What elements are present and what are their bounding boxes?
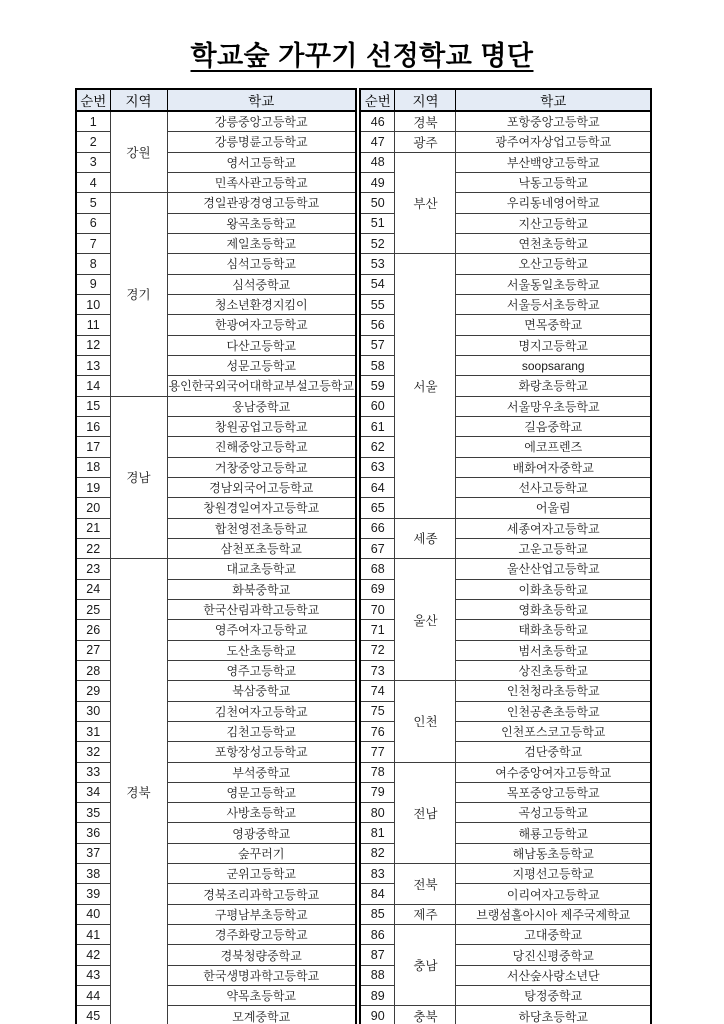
- row-number-cell: 7: [76, 233, 110, 253]
- row-number-cell: 56: [360, 315, 395, 335]
- school-cell: 대교초등학교: [167, 559, 356, 579]
- school-cell: 거창중앙고등학교: [167, 457, 356, 477]
- school-cell: 부석중학교: [167, 762, 356, 782]
- row-number-cell: 57: [360, 335, 395, 355]
- school-cell: 강릉중앙고등학교: [167, 111, 356, 132]
- row-number-cell: 2: [76, 132, 110, 152]
- row-number-cell: 85: [360, 904, 395, 924]
- school-cell: 포항중앙고등학교: [456, 111, 651, 132]
- table-header-right: [360, 89, 651, 111]
- school-cell: 영화초등학교: [456, 599, 651, 619]
- region-cell: 서울: [395, 254, 456, 518]
- row-number-cell: 51: [360, 213, 395, 233]
- region-cell: 전북: [395, 864, 456, 905]
- school-cell: 구평남부초등학교: [167, 904, 356, 924]
- school-cell: 경북청량중학교: [167, 945, 356, 965]
- row-number-cell: 38: [76, 864, 110, 884]
- school-cell: 화랑초등학교: [456, 376, 651, 396]
- row-number-cell: 19: [76, 477, 110, 497]
- row-number-cell: 48: [360, 152, 395, 172]
- row-number-cell: 86: [360, 925, 395, 945]
- school-cell: 민족사관고등학교: [167, 172, 356, 192]
- row-number-cell: 82: [360, 843, 395, 863]
- table-body-right: [360, 111, 651, 1024]
- row-number-cell: 12: [76, 335, 110, 355]
- row-number-cell: 25: [76, 599, 110, 619]
- region-cell: 경북: [395, 111, 456, 132]
- col-header-region: 지역: [395, 89, 456, 111]
- col-header-school: 학교: [167, 89, 356, 111]
- table-row: [360, 132, 651, 152]
- school-cell: 제일초등학교: [167, 233, 356, 253]
- row-number-cell: 66: [360, 518, 395, 538]
- school-cell: 탕정중학교: [456, 986, 651, 1006]
- school-cell: 인천공촌초등학교: [456, 701, 651, 721]
- row-number-cell: 67: [360, 538, 395, 558]
- row-number-cell: 60: [360, 396, 395, 416]
- row-number-cell: 88: [360, 965, 395, 985]
- row-number-cell: 39: [76, 884, 110, 904]
- school-cell: 용인한국외국어대학교부설고등학교: [167, 376, 356, 396]
- school-cell: 우리동네영어학교: [456, 193, 651, 213]
- school-cell: 영광중학교: [167, 823, 356, 843]
- school-cell: 곡성고등학교: [456, 803, 651, 823]
- school-cell: 지산고등학교: [456, 213, 651, 233]
- row-number-cell: 37: [76, 843, 110, 863]
- school-cell: 약목초등학교: [167, 986, 356, 1006]
- school-cell: 심석고등학교: [167, 254, 356, 274]
- school-cell: 해남동초등학교: [456, 843, 651, 863]
- school-cell: 숲꾸러기: [167, 843, 356, 863]
- school-cell: 고운고등학교: [456, 538, 651, 558]
- row-number-cell: 24: [76, 579, 110, 599]
- school-cell: 삼천포초등학교: [167, 538, 356, 558]
- region-cell: 경남: [110, 396, 167, 559]
- school-cell: 모계중학교: [167, 1006, 356, 1024]
- school-cell: 서울망우초등학교: [456, 396, 651, 416]
- row-number-cell: 55: [360, 294, 395, 314]
- header-row: [76, 89, 356, 111]
- school-cell: 인천청라초등학교: [456, 681, 651, 701]
- row-number-cell: 58: [360, 355, 395, 375]
- row-number-cell: 53: [360, 254, 395, 274]
- region-cell: 인천: [395, 681, 456, 762]
- school-cell: 면목중학교: [456, 315, 651, 335]
- row-number-cell: 44: [76, 986, 110, 1006]
- row-number-cell: 43: [76, 965, 110, 985]
- row-number-cell: 23: [76, 559, 110, 579]
- row-number-cell: 50: [360, 193, 395, 213]
- region-cell: 충남: [395, 925, 456, 1006]
- school-cell: 포항장성고등학교: [167, 742, 356, 762]
- tables-container: [75, 88, 652, 1024]
- school-cell: 심석중학교: [167, 274, 356, 294]
- row-number-cell: 41: [76, 925, 110, 945]
- table-row: [360, 559, 651, 579]
- school-cell: 군위고등학교: [167, 864, 356, 884]
- school-cell: 서산숲사랑소년단: [456, 965, 651, 985]
- school-cell: soopsarang: [456, 355, 651, 375]
- school-cell: 고대중학교: [456, 925, 651, 945]
- school-cell: 서울등서초등학교: [456, 294, 651, 314]
- school-cell: 울산산업고등학교: [456, 559, 651, 579]
- row-number-cell: 75: [360, 701, 395, 721]
- school-cell: 브랭섬홀아시아 제주국제학교: [456, 904, 651, 924]
- school-cell: 이화초등학교: [456, 579, 651, 599]
- col-header-school: 학교: [456, 89, 651, 111]
- row-number-cell: 20: [76, 498, 110, 518]
- school-cell: 진해중앙고등학교: [167, 437, 356, 457]
- row-number-cell: 89: [360, 986, 395, 1006]
- row-number-cell: 63: [360, 457, 395, 477]
- school-cell: 영주고등학교: [167, 660, 356, 680]
- row-number-cell: 71: [360, 620, 395, 640]
- school-cell: 이리여자고등학교: [456, 884, 651, 904]
- school-cell: 여수중앙여자고등학교: [456, 762, 651, 782]
- row-number-cell: 52: [360, 233, 395, 253]
- table-row: [76, 396, 356, 416]
- school-cell: 당진신평중학교: [456, 945, 651, 965]
- school-cell: 왕곡초등학교: [167, 213, 356, 233]
- region-cell: 경기: [110, 193, 167, 396]
- school-cell: 상진초등학교: [456, 660, 651, 680]
- region-cell: 경북: [110, 559, 167, 1024]
- row-number-cell: 61: [360, 416, 395, 436]
- school-cell: 선사고등학교: [456, 477, 651, 497]
- row-number-cell: 81: [360, 823, 395, 843]
- row-number-cell: 69: [360, 579, 395, 599]
- school-cell: 창원경일여자고등학교: [167, 498, 356, 518]
- row-number-cell: 47: [360, 132, 395, 152]
- table-row: [360, 254, 651, 274]
- row-number-cell: 31: [76, 721, 110, 741]
- region-cell: 광주: [395, 132, 456, 152]
- row-number-cell: 11: [76, 315, 110, 335]
- school-cell: 목포중앙고등학교: [456, 782, 651, 802]
- col-header-no: 순번: [76, 89, 110, 111]
- table-header-left: [76, 89, 356, 111]
- row-number-cell: 5: [76, 193, 110, 213]
- row-number-cell: 22: [76, 538, 110, 558]
- table-row: [360, 762, 651, 782]
- row-number-cell: 27: [76, 640, 110, 660]
- table-row: [76, 111, 356, 132]
- row-number-cell: 17: [76, 437, 110, 457]
- school-cell: 북삼중학교: [167, 681, 356, 701]
- row-number-cell: 42: [76, 945, 110, 965]
- school-cell: 경남외국어고등학교: [167, 477, 356, 497]
- row-number-cell: 13: [76, 355, 110, 375]
- school-table-left: [75, 88, 357, 1024]
- school-cell: 연천초등학교: [456, 233, 651, 253]
- region-cell: 강원: [110, 111, 167, 193]
- row-number-cell: 62: [360, 437, 395, 457]
- row-number-cell: 72: [360, 640, 395, 660]
- table-row: [360, 1006, 651, 1024]
- school-cell: 도산초등학교: [167, 640, 356, 660]
- school-cell: 검단중학교: [456, 742, 651, 762]
- row-number-cell: 3: [76, 152, 110, 172]
- row-number-cell: 78: [360, 762, 395, 782]
- row-number-cell: 9: [76, 274, 110, 294]
- table-row: [76, 559, 356, 579]
- school-cell: 에코프렌즈: [456, 437, 651, 457]
- school-cell: 김천고등학교: [167, 721, 356, 741]
- row-number-cell: 84: [360, 884, 395, 904]
- row-number-cell: 16: [76, 416, 110, 436]
- table-row: [360, 111, 651, 132]
- region-cell: 제주: [395, 904, 456, 924]
- row-number-cell: 34: [76, 782, 110, 802]
- row-number-cell: 80: [360, 803, 395, 823]
- row-number-cell: 74: [360, 681, 395, 701]
- region-cell: 부산: [395, 152, 456, 254]
- row-number-cell: 14: [76, 376, 110, 396]
- school-cell: 경북조리과학고등학교: [167, 884, 356, 904]
- row-number-cell: 18: [76, 457, 110, 477]
- col-header-no: 순번: [360, 89, 395, 111]
- school-cell: 웅남중학교: [167, 396, 356, 416]
- row-number-cell: 26: [76, 620, 110, 640]
- row-number-cell: 90: [360, 1006, 395, 1024]
- school-cell: 부산백양고등학교: [456, 152, 651, 172]
- row-number-cell: 36: [76, 823, 110, 843]
- school-cell: 낙동고등학교: [456, 172, 651, 192]
- row-number-cell: 59: [360, 376, 395, 396]
- school-cell: 청소년환경지킴이: [167, 294, 356, 314]
- school-cell: 창원공업고등학교: [167, 416, 356, 436]
- school-cell: 화북중학교: [167, 579, 356, 599]
- row-number-cell: 35: [76, 803, 110, 823]
- row-number-cell: 54: [360, 274, 395, 294]
- table-row: [360, 904, 651, 924]
- school-table-right: [359, 88, 652, 1024]
- row-number-cell: 40: [76, 904, 110, 924]
- region-cell: 충북: [395, 1006, 456, 1024]
- row-number-cell: 87: [360, 945, 395, 965]
- school-cell: 세종여자고등학교: [456, 518, 651, 538]
- row-number-cell: 65: [360, 498, 395, 518]
- page-title: 학교숲 가꾸기 선정학교 명단: [190, 41, 534, 71]
- row-number-cell: 49: [360, 172, 395, 192]
- school-cell: 한국생명과학고등학교: [167, 965, 356, 985]
- row-number-cell: 1: [76, 111, 110, 132]
- school-cell: 한국산림과학고등학교: [167, 599, 356, 619]
- school-cell: 김천여자고등학교: [167, 701, 356, 721]
- school-cell: 강릉명륜고등학교: [167, 132, 356, 152]
- school-cell: 다산고등학교: [167, 335, 356, 355]
- school-cell: 영주여자고등학교: [167, 620, 356, 640]
- region-cell: 세종: [395, 518, 456, 559]
- row-number-cell: 45: [76, 1006, 110, 1024]
- table-body-left: [76, 111, 356, 1024]
- school-cell: 길음중학교: [456, 416, 651, 436]
- row-number-cell: 8: [76, 254, 110, 274]
- row-number-cell: 73: [360, 660, 395, 680]
- school-cell: 배화여자중학교: [456, 457, 651, 477]
- table-row: [360, 864, 651, 884]
- school-cell: 지평선고등학교: [456, 864, 651, 884]
- school-cell: 경주화랑고등학교: [167, 925, 356, 945]
- row-number-cell: 33: [76, 762, 110, 782]
- school-cell: 서울동일초등학교: [456, 274, 651, 294]
- row-number-cell: 4: [76, 172, 110, 192]
- table-row: [360, 152, 651, 172]
- school-cell: 경일관광경영고등학교: [167, 193, 356, 213]
- school-cell: 성문고등학교: [167, 355, 356, 375]
- table-row: [360, 681, 651, 701]
- region-cell: 전남: [395, 762, 456, 864]
- school-cell: 영서고등학교: [167, 152, 356, 172]
- row-number-cell: 64: [360, 477, 395, 497]
- school-cell: 오산고등학교: [456, 254, 651, 274]
- row-number-cell: 30: [76, 701, 110, 721]
- row-number-cell: 46: [360, 111, 395, 132]
- table-row: [360, 518, 651, 538]
- school-cell: 하당초등학교: [456, 1006, 651, 1024]
- school-cell: 어울림: [456, 498, 651, 518]
- school-cell: 해룡고등학교: [456, 823, 651, 843]
- table-row: [76, 193, 356, 213]
- school-cell: 합천영전초등학교: [167, 518, 356, 538]
- row-number-cell: 10: [76, 294, 110, 314]
- row-number-cell: 77: [360, 742, 395, 762]
- school-cell: 태화초등학교: [456, 620, 651, 640]
- row-number-cell: 83: [360, 864, 395, 884]
- row-number-cell: 70: [360, 599, 395, 619]
- school-cell: 사방초등학교: [167, 803, 356, 823]
- school-cell: 광주여자상업고등학교: [456, 132, 651, 152]
- row-number-cell: 29: [76, 681, 110, 701]
- school-cell: 명지고등학교: [456, 335, 651, 355]
- row-number-cell: 32: [76, 742, 110, 762]
- row-number-cell: 21: [76, 518, 110, 538]
- col-header-region: 지역: [110, 89, 167, 111]
- region-cell: 울산: [395, 559, 456, 681]
- row-number-cell: 79: [360, 782, 395, 802]
- school-cell: 한광여자고등학교: [167, 315, 356, 335]
- header-row: [360, 89, 651, 111]
- school-cell: 인천포스코고등학교: [456, 721, 651, 741]
- school-cell: 영문고등학교: [167, 782, 356, 802]
- row-number-cell: 6: [76, 213, 110, 233]
- school-cell: 범서초등학교: [456, 640, 651, 660]
- row-number-cell: 15: [76, 396, 110, 416]
- row-number-cell: 76: [360, 721, 395, 741]
- table-row: [360, 925, 651, 945]
- row-number-cell: 68: [360, 559, 395, 579]
- row-number-cell: 28: [76, 660, 110, 680]
